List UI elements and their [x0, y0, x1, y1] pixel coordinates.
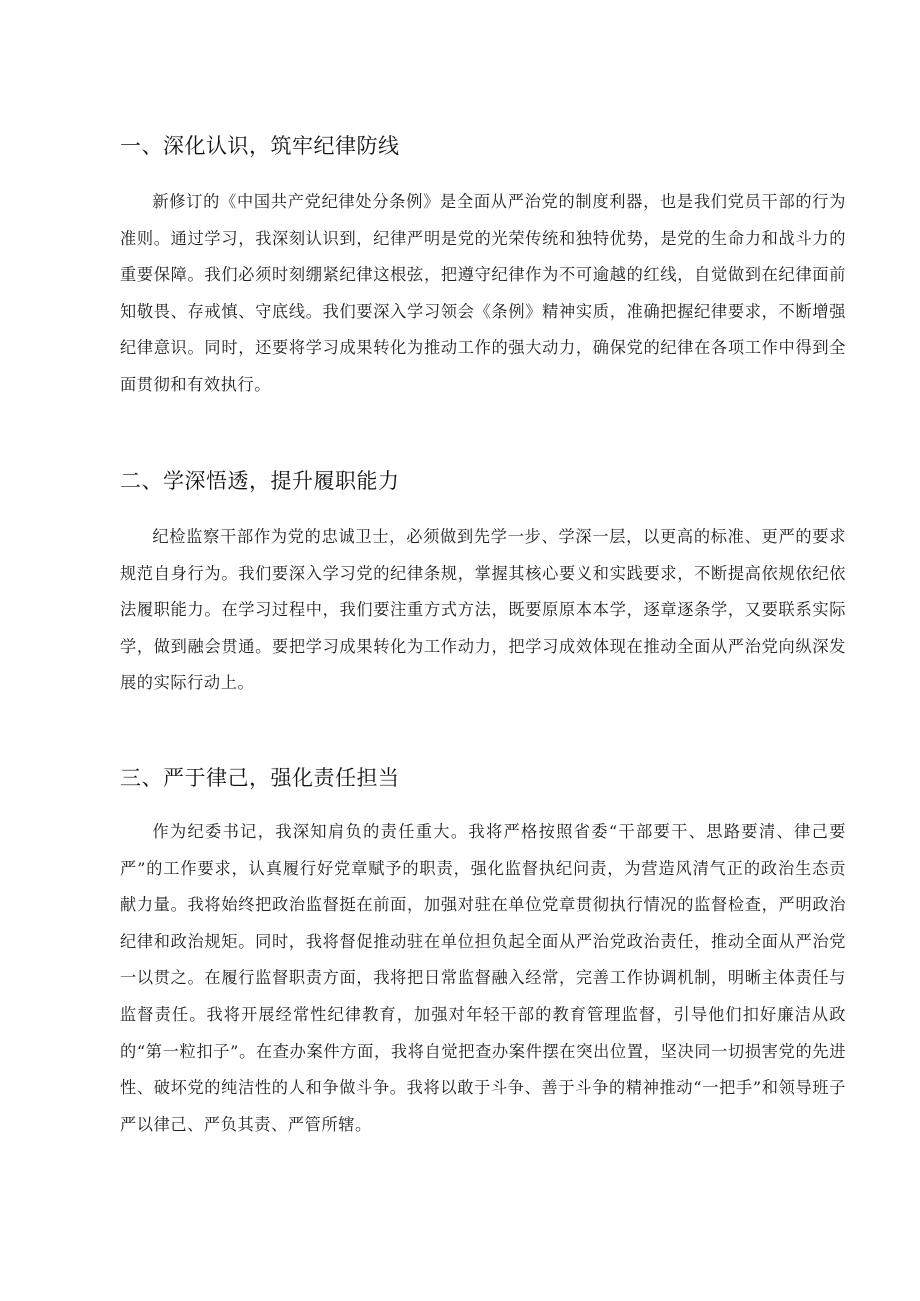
section-3-paragraph: 作为纪委书记，我深知肩负的责任重大。我将严格按照省委“干部要干、思路要清、律己要严”的工作要求，认真履行好党章赋予的职责，强化监督执纪问责，为营造风清气正的政治生态贡献力量。我将始终把政治监督挺在前面，加强对驻在单位党章贯彻执行情况的监督检查，严明政治纪律和政治规矩。同时，我将督促推动驻在单位担负起全面从严治党政治责任，推动全面从严治党一以贯之。在履行监督职责方面，我将把日常监督融入经常，完善工作协调机制，明晰主体责任与监督责任。我将开展经常性纪律教育，加强对年轻干部的教育管理监督，引导他们扣好廉洁从政的“第一粒扣子”。在查办案件方面，我将自觉把查办案件摆在突出位置，坚决同一切损害党的先进性、破坏党的纯洁性的人和争做斗争。我将以敢于斗争、善于斗争的精神推动“一把手”和领导班子严以律己、严负其责、严管所辖。 [120, 822, 846, 1134]
section-2-paragraph: 纪检监察干部作为党的忠诚卫士，必须做到先学一步、学深一层，以更高的标准、更严的要求规范自身行为。我们要深入学习党的纪律条规，掌握其核心要义和实践要求，不断提高依规依纪依法履职能力。在学习过程中，我们要注重方式方法，既要原原本本学，逐章逐条学，又要联系实际学，做到融会贯通。要把学习成果转化为工作动力，把学习成效体现在推动全面从严治党向纵深发展的实际行动上。 [120, 527, 846, 693]
section-2-heading: 二、学深悟透，提升履职能力 [120, 469, 400, 493]
section-1-heading: 一、深化认识，筑牢纪律防线 [120, 134, 400, 158]
section-1-paragraph: 新修订的《中国共产党纪律处分条例》是全面从严治党的制度利器，也是我们党员干部的行为准则。通过学习，我深刻认识到，纪律严明是党的光荣传统和独特优势，是党的生命力和战斗力的重要保障。我们必须时刻绷紧纪律这根弦，把遵守纪律作为不可逾越的红线，自觉做到在纪律面前知敬畏、存戒慎、守底线。我们要深入学习领会《条例》精神实质，准确把握纪律要求，不断增强纪律意识。同时，还要将学习成果转化为推动工作的强大动力，确保党的纪律在各项工作中得到全面贯彻和有效执行。 [120, 192, 846, 394]
section-3-heading: 三、严于律己，强化责任担当 [120, 766, 400, 790]
